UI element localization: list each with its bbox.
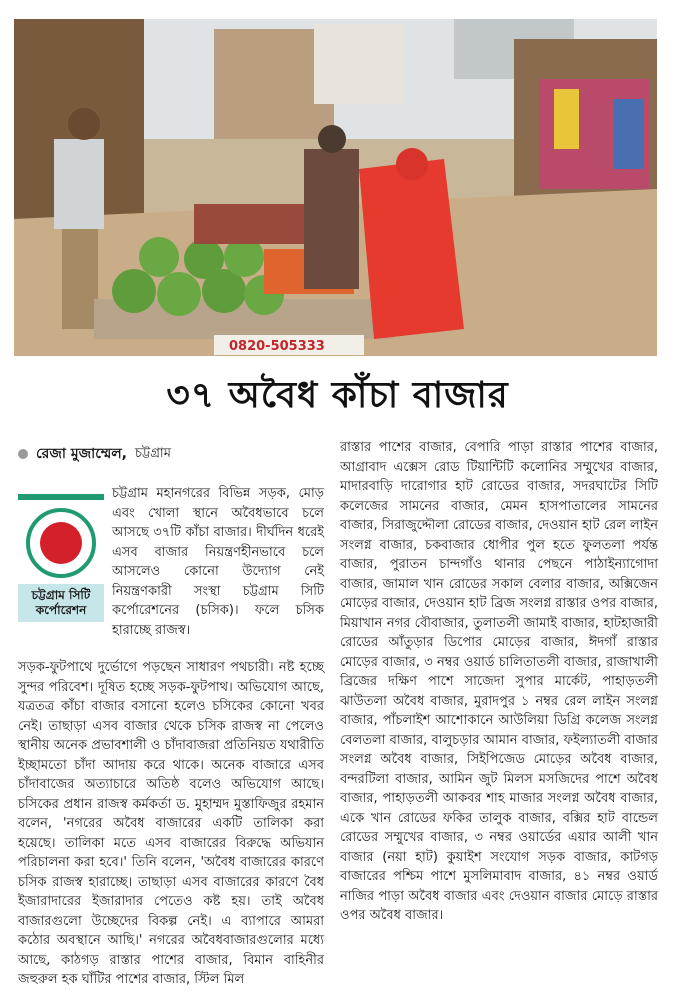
byline-location: চট্টগ্রাম: [134, 445, 171, 461]
bullet-icon: [18, 449, 28, 459]
seal-center: [40, 522, 82, 564]
byline-author: রেজা মুজাম্মেল,: [36, 446, 127, 462]
logo-top-bar: [18, 494, 104, 500]
logo-caption: চট্টগ্রাম সিটি কর্পোরেশন: [18, 584, 104, 622]
headline: ৩৭ অবৈধ কাঁচা বাজার: [166, 375, 509, 416]
article-body-left: সড়ক-ফুটপাথে দুর্ভোগে পড়ছেন সাধারণ পথচারী। নষ্ট হচ্ছে সুন্দর পরিবেশ। দূষিত হচ্ছে সড়ক-ফুটপাথ। অভিযোগ আছে, যত্রতত্র কাঁচা বাজার বসানো হলেও চসিকের কোনো খবর নেই। তাছাড়া এসব বাজার থেকে চসিক রাজস্ব না পেলেও স্থানীয় অনেক প্রভাবশালী ও চাঁদাবাজরা প্রতিনিয়ত যথারীতি ইচ্ছামতো চাঁদা আদায় করে থাকে। অনেক বাজারে এসব চাঁদাবাজের অত্যাচারে অতিষ্ঠ বলেও অভিযোগ আছে। চসিকের প্রধান রাজস্ব কর্মকর্তা ড. মুহাম্মদ মুস্তাফিজুর রহমান বলেন, 'নগরের অবৈধ বাজারের একটি তালিকা করা হয়েছে। তালিকা মতে এসব বাজারের বিরুদ্ধে অভিযান পরিচালনা করা হবে।' তিনি বলেন, 'অবৈধ বাজারের কারণে চসিক রাজস্ব হারাচ্ছে। তাছাড়া এসব বাজারের কারণে বৈধ ইজারাদারের ইজারাদার পেতেও কষ্ট হয়। তাই অবৈধ বাজারগুলো উচ্ছেদের বিকল্প নেই। এ ব্যাপারে আমরা কঠোর অবস্থানে আছি।' নগরের অবৈধবাজারগুলোর মধ্যে আছে, কাঠগড় রাস্তার পাশের বাজার, বিমান বাহিনীর জহুরুল হক ঘাঁটির পাশের বাজার, স্টিল মিল: [18, 660, 324, 987]
article-intro: চট্টগ্রাম মহানগরের বিভিন্ন সড়ক, মোড় এবং খোলা স্থানে অবৈধভাবে চলে আসছে ৩৭টি কাঁচা বাজার। দীর্ঘদিন ধরেই এসব বাজার নিয়ন্ত্রণহীনভাবে চলে আসলেও কোনো উদ্যোগ নেই নিয়ন্ত্রণকারী সংস্থা চট্টগ্রাম সিটি কর্পোরেশনের (চসিক)। ফলে চসিক হারাচ্ছে রাজস্ব।: [112, 486, 324, 638]
market-photo: [14, 19, 657, 356]
ccc-seal-icon: [26, 508, 96, 578]
article-body-right: রাস্তার পাশের বাজার, বেপারি পাড়া রাস্তার পাশের বাজার, আগ্রাবাদ এক্সেস রোড টিয়ান্টিটি কলোনির সম্মুখের বাজার, মাদারবাড়ি দারোগার হাট রোডের বাজার, সদরঘাটের সিটি কলেজের সামনের বাজার, মেমন হাসপাতালের সামনের বাজার, সিরাজুদ্দৌলা রোডের বাজার, দেওয়ান হাট রেল লাইন সংলগ্ন বাজার, চকবাজার ধোপীর পুল হতে ফুলতলা পর্যন্ত বাজার, পুরাতন চান্দগাঁও থানার পেছনে পাঠাইন্যাগোদা বাজার, জামাল খান রোডের সকাল বেলার বাজার, অক্সিজেন মোড়ের বাজার, দেওয়ান হাট ব্রিজ সংলগ্ন রাস্তার ওপর বাজার, মিয়াখান নগর বৌবাজার, তুলাতলী জামাই বাজার, হাটহাজারী রোডের আঁতুড়ার ডিপোর মোড়ের বাজার, ঈদগাঁ রাস্তার মোড়ের বাজার, ৩ নম্বর ওয়ার্ড চালিতাতলী বাজার, রাজাখালী ব্রিজের দক্ষিণ পাশে সাজেদা সুপার মার্কেট, পাহাড়তলী ঝাউতলা অবৈধ বাজার, মুরাদপুর ১ নম্বর রেল লাইন সংলগ্ন বাজার, পাঁচলাইশ আশোকানে আউলিয়া ডিগ্রি কলেজ সংলগ্ন বেলতলা বাজার, বালুচড়ার আমান বাজার, ফইল্যাতলী বাজার সংলগ্ন অবৈধ বাজার, সিইপিজেড মোড়ের অবৈধ বাজার, বন্দরটিলা বাজার, আমিন জুট মিলস মসজিদের পাশে অবৈধ বাজার, পাহাড়তলী আকবর শাহ মাজার সংলগ্ন অবৈধ বাজার, একে খান রোডের ফকির তালুক বাজার, বক্সির হাট বান্ডেল রোডের সম্মুখের বাজার, ৩ নম্বর ওয়ার্ডের এয়ার আলী খান বাজার (নয়া হাট) কুয়াইশ সংযোগ সড়ক বাজার, কাটগড় বাজারের পশ্চিম পাশে মুসলিমাবাদ বাজার, ৪১ নম্বর ওয়ার্ড নাজির পাড়া অবৈধ বাজার এবং দেওয়ান বাজার মোড়ে রাস্তার ওপর অবৈধ বাজার।: [340, 440, 658, 923]
byline: [18, 442, 171, 466]
ccc-logo-box: [18, 494, 104, 626]
shop-sign-number: 0820-505333: [229, 339, 325, 354]
